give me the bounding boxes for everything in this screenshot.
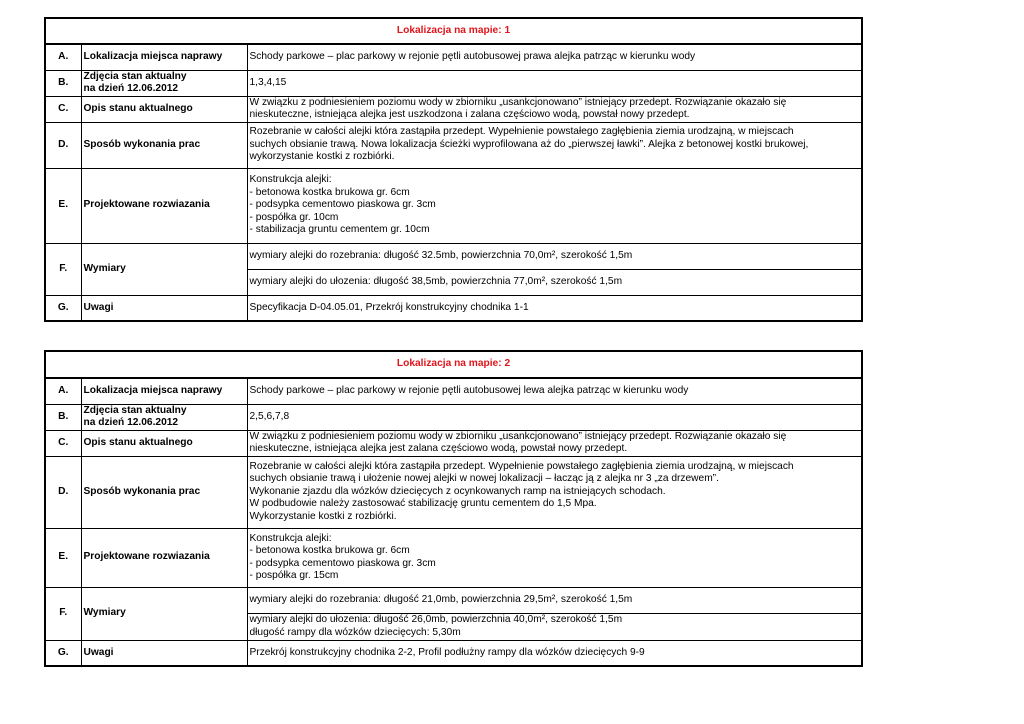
row-value: Specyfikacja D-04.05.01, Przekrój konstrukcyjny chodnika 1-1 (247, 295, 862, 321)
row-letter: A. (45, 44, 81, 70)
row-value (247, 96, 862, 122)
row-c (45, 96, 862, 122)
value-line: wykorzystanie kostki z rozbiórki. (249, 151, 395, 163)
value-line: W związku z podniesieniem poziomu wody w zbiorniku „usankcjonowano” istniejący przedept. Rozwiązanie okazało się (249, 96, 787, 108)
row-letter: B. (45, 404, 81, 430)
row-letter: D. (45, 122, 81, 168)
value-line: W związku z podniesieniem poziomu wody w zbiorniku „usankcjonowano” istniejący przedept. Rozwiązanie okazało się (249, 430, 787, 442)
row-label (81, 70, 247, 96)
row-letter: E. (45, 168, 81, 243)
value-line: Rozebranie w całości alejki która zastąpiła przedept. Wypełnienie powstałego zagłębienia ziemia urodzajną, w miejscach (249, 126, 794, 138)
row-value (247, 168, 862, 243)
value-line: długość rampy dla wózków dziecięcych: 5,30m (249, 626, 461, 638)
value-line: suchych obsianie trawą. Nowa lokalizacja ścieżki wyprofilowana aż do „pierwszej ławki”. Alejka z betonowej kostki brukowej, (249, 138, 809, 150)
label-line: Zdjęcia stan aktualny (83, 70, 187, 82)
row-label: Uwagi (81, 640, 247, 666)
value-line: - stabilizacja gruntu cementem gr. 10cm (249, 224, 430, 236)
value-line: - podsypka cementowo piaskowa gr. 3cm (249, 557, 436, 569)
row-value (247, 613, 862, 640)
row-e (45, 528, 862, 587)
row-label: Projektowane rozwiazania (81, 528, 247, 587)
row-letter: G. (45, 640, 81, 666)
row-value (247, 269, 862, 295)
row-f (45, 243, 862, 269)
row-letter: C. (45, 96, 81, 122)
row-b (45, 404, 862, 430)
value-line: Wykorzystanie kostki z rozbiórki. (249, 510, 397, 522)
value-line: W podbudowie należy zastosować stabilizację gruntu cementem do 1,5 Mpa. (249, 498, 597, 510)
value-line: - pospółka gr. 10cm (249, 211, 339, 223)
row-letter: F. (45, 587, 81, 640)
value-line: wymiary alejki do ułozenia: długość 26,0mb, powierzchnia 40,0m², szerokość 1,5m (249, 614, 623, 625)
row-a (45, 44, 862, 70)
value-line: wymiary alejki do ułozenia: długość 38,5mb, powierzchnia 77,0m², szerokość 1,5m (249, 275, 623, 287)
value-line: Rozebranie w całości alejki która zastąpiła przedept. Wypełnienie powstałego zagłębienia ziemia urodzajną, w miejscach (249, 460, 794, 472)
row-value: Schody parkowe – plac parkowy w rejonie pętli autobusowej lewa alejka patrząc w kierunku wody (247, 378, 862, 404)
row-label: Projektowane rozwiazania (81, 168, 247, 243)
value-line: Wykonanie zjazdu dla wózków dziecięcych z ocynkowanych ramp na istniejących schodach. (249, 485, 666, 497)
row-letter: C. (45, 430, 81, 456)
row-value: Schody parkowe – plac parkowy w rejonie pętli autobusowej prawa alejka patrząc w kierunku wody (247, 44, 862, 70)
row-g (45, 640, 862, 666)
row-label: Opis stanu aktualnego (81, 430, 247, 456)
value-line: Konstrukcja alejki: (249, 532, 332, 544)
section-title: Lokalizacja na mapie: 1 (45, 18, 862, 44)
value-line: - betonowa kostka brukowa gr. 6cm (249, 186, 410, 198)
row-label: Lokalizacja miejsca naprawy (81, 44, 247, 70)
label-line: na dzień 12.06.2012 (83, 417, 179, 428)
value-line: nieskuteczne, istniejąca alejka jest uszkodzona i zalana częściowo wodą, powstał nowy przedept. (249, 109, 690, 120)
row-letter: F. (45, 243, 81, 295)
row-letter: E. (45, 528, 81, 587)
row-c (45, 430, 862, 456)
row-label: Uwagi (81, 295, 247, 321)
row-d (45, 122, 862, 168)
location-table-2 (44, 350, 863, 667)
row-letter: B. (45, 70, 81, 96)
value-line: - podsypka cementowo piaskowa gr. 3cm (249, 199, 436, 211)
row-letter: D. (45, 456, 81, 528)
row-d (45, 456, 862, 528)
row-value: wymiary alejki do rozebrania: długość 21,0mb, powierzchnia 29,5m², szerokość 1,5m (247, 587, 862, 613)
section-title: Lokalizacja na mapie: 2 (45, 351, 862, 378)
row-label: Sposób wykonania prac (81, 122, 247, 168)
value-line: Konstrukcja alejki: (249, 174, 332, 186)
row-value: 2,5,6,7,8 (247, 404, 862, 430)
row-label: Lokalizacja miejsca naprawy (81, 378, 247, 404)
row-label: Opis stanu aktualnego (81, 96, 247, 122)
value-line: - pospółka gr. 15cm (249, 570, 339, 581)
value-line: suchych obsianie trawą i ułożenie nowej alejki w nowej lokalizacji – łacząc ją z alejka nr 3 „za drzewem”. (249, 473, 719, 485)
row-value (247, 456, 862, 528)
location-table-1 (44, 17, 863, 322)
value-line: nieskuteczne, istniejąca alejka jest zalana częściowo wodą, powstał nowy przedept. (249, 443, 628, 454)
row-letter: A. (45, 378, 81, 404)
row-label: Wymiary (81, 587, 247, 640)
row-f (45, 587, 862, 613)
row-letter: G. (45, 295, 81, 321)
row-value (247, 122, 862, 168)
row-value: 1,3,4,15 (247, 70, 862, 96)
value-line: - betonowa kostka brukowa gr. 6cm (249, 545, 410, 556)
label-line: Zdjęcia stan aktualny (83, 404, 187, 416)
row-a (45, 378, 862, 404)
row-label: Sposób wykonania prac (81, 456, 247, 528)
row-value: wymiary alejki do rozebrania: długość 32.5mb, powierzchnia 70,0m², szerokość 1,5m (247, 243, 862, 269)
label-line: na dzień 12.06.2012 (83, 83, 179, 94)
row-g (45, 295, 862, 321)
row-label: Wymiary (81, 243, 247, 295)
row-label (81, 404, 247, 430)
row-e (45, 168, 862, 243)
row-value (247, 528, 862, 587)
row-value (247, 430, 862, 456)
row-b (45, 70, 862, 96)
row-value: Przekrój konstrukcyjny chodnika 2-2, Profil podłużny rampy dla wózków dziecięcych 9-9 (247, 640, 862, 666)
